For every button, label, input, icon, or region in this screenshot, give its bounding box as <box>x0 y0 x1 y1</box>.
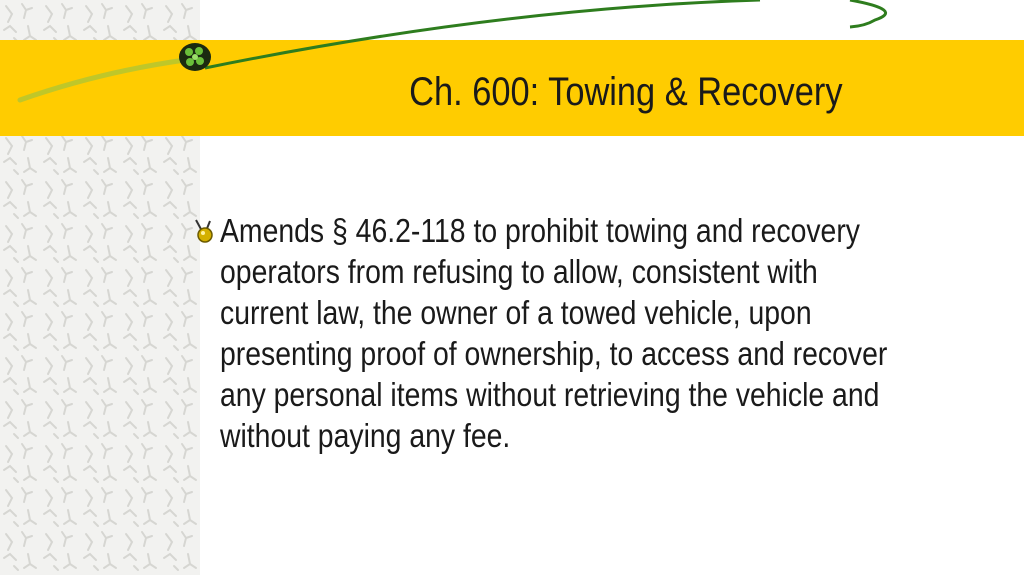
bullet-list <box>190 210 950 456</box>
bullet-item <box>190 210 950 456</box>
bullet-text: Amends § 46.2-118 to prohibit towing and recovery operators from refusing to allow, consistent with current law, the owner of a towed vehicle, upon presenting proof of ownership, to access and recover any personal items without retrieving the vehicle and without paying any fee. <box>220 212 888 454</box>
slide-title: Ch. 600: Towing & Recovery <box>409 70 843 114</box>
yellow-bullet-icon <box>190 218 218 244</box>
